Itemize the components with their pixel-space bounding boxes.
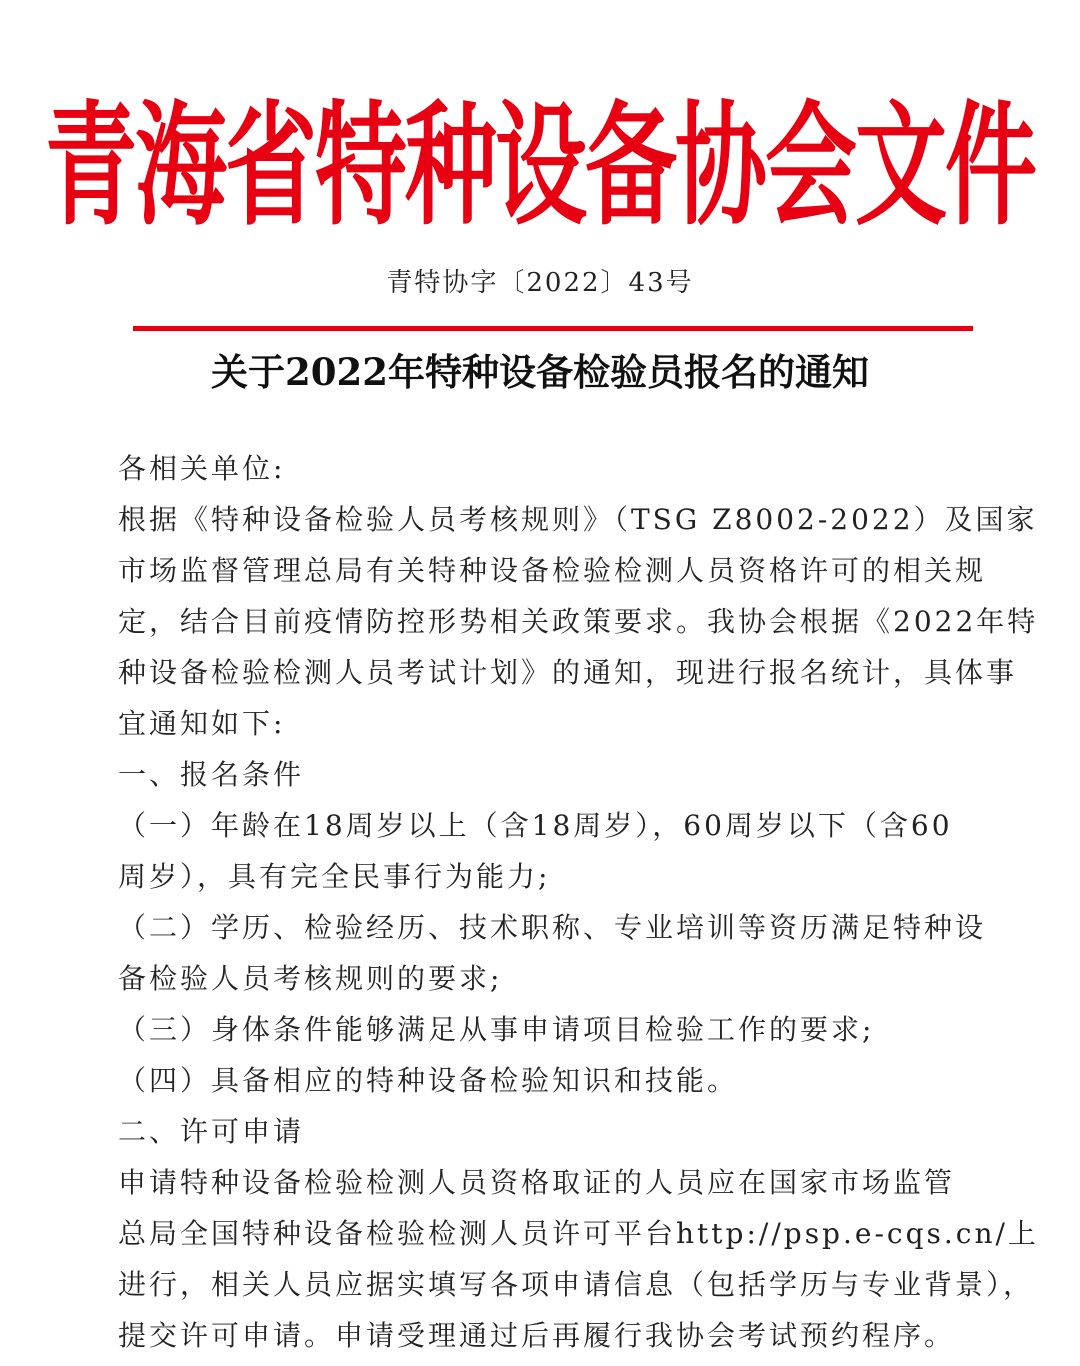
body-line: （三）身体条件能够满足从事申请项目检验工作的要求; (118, 1013, 875, 1046)
red-divider (133, 326, 973, 331)
body-line: 提交许可申请。申请受理通过后再履行我协会考试预约程序。 (118, 1319, 956, 1352)
body-line: 进行，相关人员应据实填写各项申请信息（包括学历与专业背景）， (118, 1268, 1035, 1301)
notice-title: 关于2022年特种设备检验员报名的通知 (211, 350, 869, 394)
body-line: （四）具备相应的特种设备检验知识和技能。 (118, 1064, 739, 1097)
body-line: 市场监督管理总局有关特种设备检验检测人员资格许可的相关规 (118, 554, 987, 587)
body-line: 根据《特种设备检验人员考核规则》（TSG Z8002-2022）及国家 (118, 503, 1038, 536)
body-line: 周岁），具有完全民事行为能力; (118, 860, 551, 893)
body-line: 申请特种设备检验检测人员资格取证的人员应在国家市场监管 (118, 1166, 956, 1199)
body-line: 种设备检验检测人员考试计划》的通知，现进行报名统计，具体事 (118, 656, 1018, 689)
body-line: （一）年龄在18周岁以上（含18周岁），60周岁以下（含60 (118, 809, 953, 842)
body-line: 定，结合目前疫情防控形势相关政策要求。我协会根据《2022年特 (118, 605, 1039, 638)
body-line: （二）学历、检验经历、技术职称、专业培训等资历满足特种设 (118, 911, 987, 944)
body-line: 备检验人员考核规则的要求; (118, 962, 503, 995)
body-line: 总局全国特种设备检验检测人员许可平台http://psp.e-cqs.cn/上 (118, 1217, 1039, 1250)
section-heading: 一、报名条件 (118, 758, 305, 791)
body-line: 宜通知如下: (118, 707, 286, 740)
org-file-header: 青海省特种设备协会文件 (45, 88, 1036, 244)
document-number: 青特协字〔2022〕43号 (386, 268, 694, 298)
section-heading: 二、许可申请 (118, 1115, 305, 1148)
salutation: 各相关单位: (118, 452, 286, 485)
